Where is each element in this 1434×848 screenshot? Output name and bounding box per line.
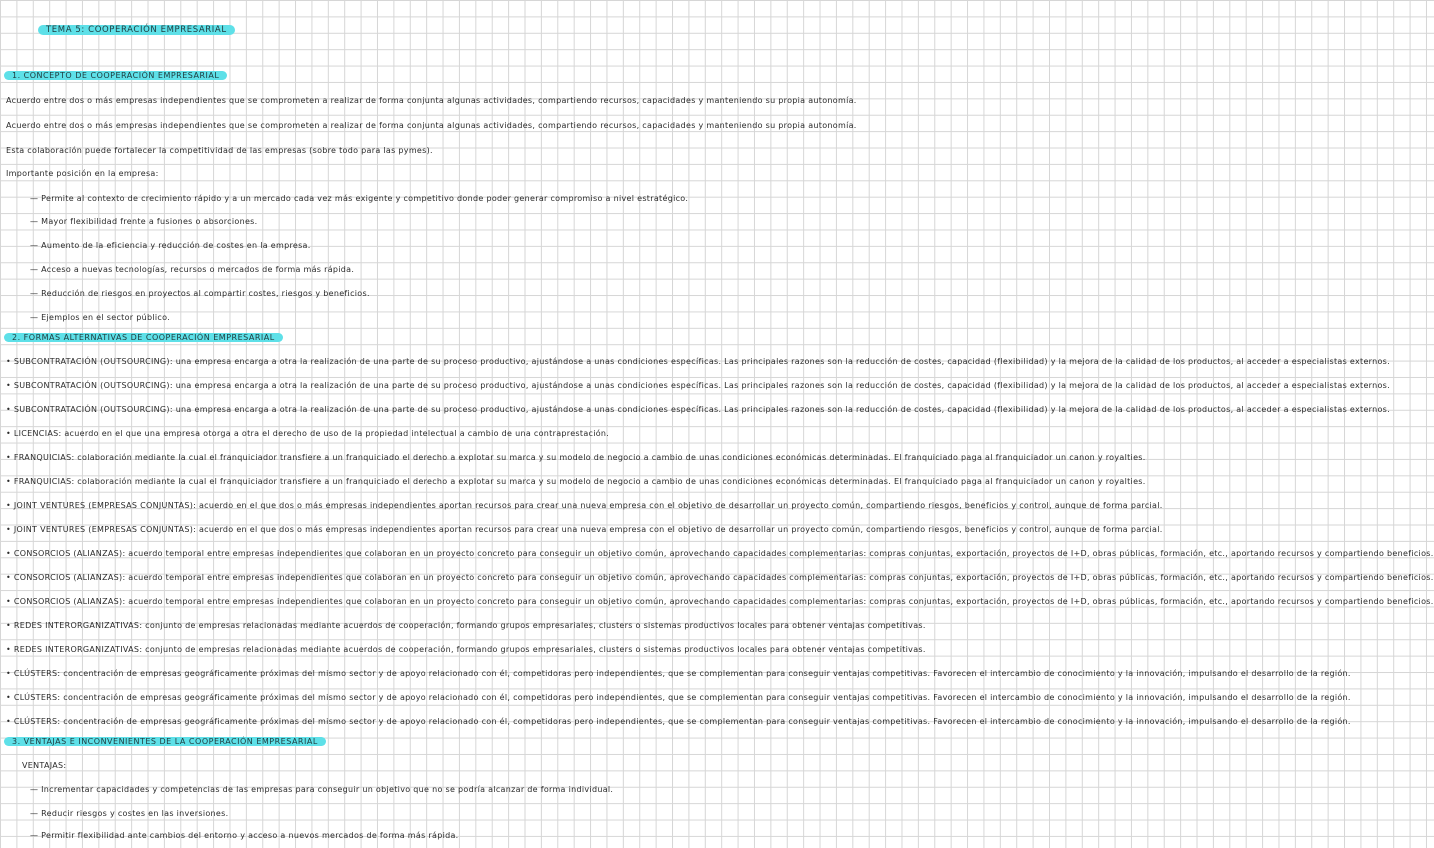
text-line: Acuerdo entre dos o más empresas independientes que se comprometen a realizar de forma conjunta algunas actividades, compartiendo recursos, capacidades y manteniendo su propia autonomía. [6,96,857,105]
bullet-line: • SUBCONTRATACIÓN (OUTSOURCING): una empresa encarga a otra la realización de una parte de su proceso productivo, ajustándose a unas condiciones específicas. Las principales razones son la reducción de costes, capacidad (flexibilidad) y la mejora de la calidad de los productos, al acceder a especialistas externos. [6,357,1390,366]
text-line: • SUBCONTRATACIÓN (OUTSOURCING): una empresa encarga a otra la realización de una parte de su proceso productivo, ajustándose a unas condiciones específicas. Las principales razones son la reducción de costes, capacidad (flexibilidad) y la mejora de la calidad de los productos, al acceder a especialistas externos. [6,405,1390,414]
bullet-line: — Reducir riesgos y costes en las inversiones. [30,809,229,818]
bullet-line: • CONSORCIOS (ALIANZAS): acuerdo temporal entre empresas independientes que colaboran en un proyecto concreto para conseguir un objetivo común, aprovechando capacidades complementarias: compras conjuntas, exportación, proyectos de I+D, obras públicas, formación, etc., aportando recursos y compartiendo beneficios. [6,549,1434,558]
text-line: Esta colaboración puede fortalecer la competitividad de las empresas (sobre todo para las pymes). [6,146,433,155]
text-line: Importante posición en la empresa: [6,169,159,178]
text-line: • SUBCONTRATACIÓN (OUTSOURCING): una empresa encarga a otra la realización de una parte de su proceso productivo, ajustándose a unas condiciones específicas. Las principales razones son la reducción de costes, capacidad (flexibilidad) y la mejora de la calidad de los productos, al acceder a especialistas externos. [6,381,1390,390]
section-heading-3: 3. VENTAJAS E INCONVENIENTES DE LA COOPERACIÓN EMPRESARIAL [4,737,326,746]
bullet-line: • CLÚSTERS: concentración de empresas geográficamente próximas del mismo sector y de apoyo relacionado con él, competidoras pero independientes, que se complementan para conseguir ventajas competitivas. Favorecen el intercambio de conocimiento y la innovación, impulsando el desarrollo de la región. [6,669,1351,678]
bullet-line: • REDES INTERORGANIZATIVAS: conjunto de empresas relacionadas mediante acuerdos de cooperación, formando grupos empresariales, clusters o sistemas productivos locales para obtener ventajas competitivas. [6,621,926,630]
bullet-line: • LICENCIAS: acuerdo en el que una empresa otorga a otra el derecho de uso de la propiedad intelectual a cambio de una contraprestación. [6,429,610,438]
bullet-line: — Reducción de riesgos en proyectos al compartir costes, riesgos y beneficios. [30,289,370,298]
text-line: VENTAJAS: [22,761,67,770]
text-line: • CLÚSTERS: concentración de empresas geográficamente próximas del mismo sector y de apoyo relacionado con él, competidoras pero independientes, que se complementan para conseguir ventajas competitivas. Favorecen el intercambio de conocimiento y la innovación, impulsando el desarrollo de la región. [6,693,1351,702]
section-heading-1: 1. CONCEPTO DE COOPERACIÓN EMPRESARIAL [4,71,227,80]
bullet-line: — Ejemplos en el sector público. [30,313,170,322]
bullet-line: — Incrementar capacidades y competencias de las empresas para conseguir un objetivo que no se podría alcanzar de forma individual. [30,785,614,794]
section-heading-2: 2. FORMAS ALTERNATIVAS DE COOPERACIÓN EMPRESARIAL [4,333,283,342]
bullet-line: — Permitir flexibilidad ante cambios del entorno y acceso a nuevos mercados de forma más rápida. [30,831,459,840]
bullet-line: — Mayor flexibilidad frente a fusiones o absorciones. [30,217,258,226]
text-line: • FRANQUICIAS: colaboración mediante la cual el franquiciador transfiere a un franquiciado el derecho a explotar su marca y su modelo de negocio a cambio de unas condiciones económicas determinadas. El franquiciado paga al franquiciador un canon y royalties. [6,477,1146,486]
bullet-line: • JOINT VENTURES (EMPRESAS CONJUNTAS): acuerdo en el que dos o más empresas independientes aportan recursos para crear una nueva empresa con el objetivo de desarrollar un proyecto común, compartiendo riesgos, beneficios y control, aunque de forma parcial. [6,501,1163,510]
text-line: • CONSORCIOS (ALIANZAS): acuerdo temporal entre empresas independientes que colaboran en un proyecto concreto para conseguir un objetivo común, aprovechando capacidades complementarias: compras conjuntas, exportación, proyectos de I+D, obras públicas, formación, etc., aportando recursos y compartiendo beneficios. [6,573,1434,582]
bullet-line: — Acceso a nuevas tecnologías, recursos o mercados de forma más rápida. [30,265,355,274]
bullet-line: — Permite al contexto de crecimiento rápido y a un mercado cada vez más exigente y competitivo donde poder generar compromiso a nivel estratégico. [30,194,689,203]
text-line: Acuerdo entre dos o más empresas independientes que se comprometen a realizar de forma conjunta algunas actividades, compartiendo recursos, capacidades y manteniendo su propia autonomía. [6,121,857,130]
text-line: • CONSORCIOS (ALIANZAS): acuerdo temporal entre empresas independientes que colaboran en un proyecto concreto para conseguir un objetivo común, aprovechando capacidades complementarias: compras conjuntas, exportación, proyectos de I+D, obras públicas, formación, etc., aportando recursos y compartiendo beneficios. [6,597,1434,606]
text-line: • CLÚSTERS: concentración de empresas geográficamente próximas del mismo sector y de apoyo relacionado con él, competidoras pero independientes, que se complementan para conseguir ventajas competitivas. Favorecen el intercambio de conocimiento y la innovación, impulsando el desarrollo de la región. [6,717,1351,726]
page-title: TEMA 5: COOPERACIÓN EMPRESARIAL [38,25,235,35]
bullet-line: — Aumento de la eficiencia y reducción de costes en la empresa. [30,241,311,250]
text-line: • REDES INTERORGANIZATIVAS: conjunto de empresas relacionadas mediante acuerdos de cooperación, formando grupos empresariales, clusters o sistemas productivos locales para obtener ventajas competitivas. [6,645,926,654]
text-line: • JOINT VENTURES (EMPRESAS CONJUNTAS): acuerdo en el que dos o más empresas independientes aportan recursos para crear una nueva empresa con el objetivo de desarrollar un proyecto común, compartiendo riesgos, beneficios y control, aunque de forma parcial. [6,525,1163,534]
bullet-line: • FRANQUICIAS: colaboración mediante la cual el franquiciador transfiere a un franquiciado el derecho a explotar su marca y su modelo de negocio a cambio de unas condiciones económicas determinadas. El franquiciado paga al franquiciador un canon y royalties. [6,453,1146,462]
